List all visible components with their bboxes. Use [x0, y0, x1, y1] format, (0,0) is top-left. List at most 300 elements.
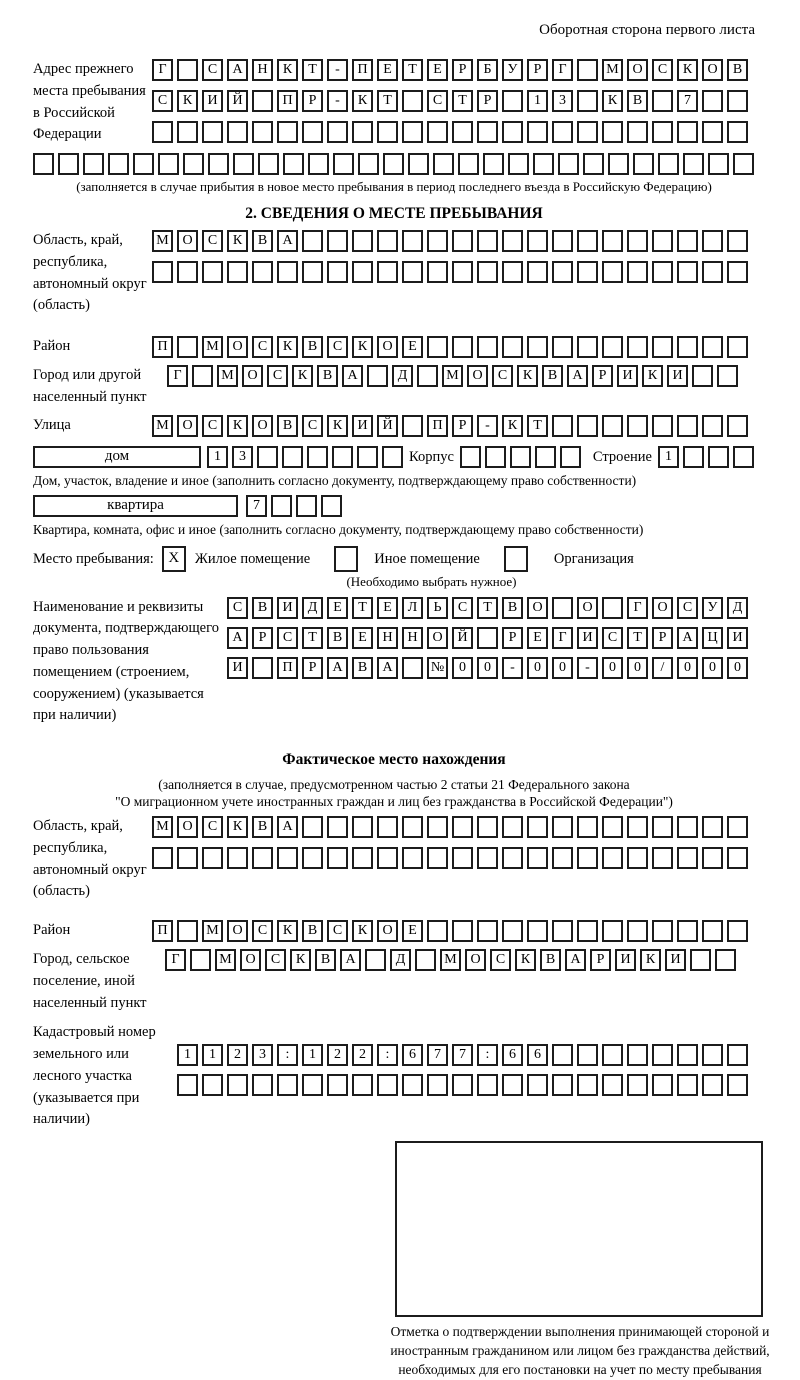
char-cell: И	[227, 657, 248, 679]
char-cell: 0	[452, 657, 473, 679]
char-cell: 0	[727, 657, 748, 679]
char-cell	[577, 1074, 598, 1096]
char-cell	[252, 657, 273, 679]
char-cell	[527, 847, 548, 869]
district-label: Район	[33, 338, 71, 354]
district2-label: Район	[33, 922, 71, 938]
char-cell: Р	[502, 627, 523, 649]
char-cell	[158, 153, 179, 175]
char-cell	[485, 446, 506, 468]
char-cell: Д	[390, 949, 411, 971]
char-cell: Й	[377, 415, 398, 437]
char-cell	[302, 261, 323, 283]
house-box-label: дом	[33, 446, 201, 468]
char-cell: К	[642, 365, 663, 387]
char-cell	[510, 446, 531, 468]
char-cell: В	[277, 415, 298, 437]
char-cell	[627, 1074, 648, 1096]
char-cell	[177, 336, 198, 358]
prev-address-row-1	[152, 59, 752, 81]
actual-location-title: Фактическое место нахождения	[282, 751, 506, 768]
char-cell: Т	[477, 597, 498, 619]
char-cell: К	[502, 415, 523, 437]
char-cell: 7	[246, 495, 267, 517]
char-cell: 0	[602, 657, 623, 679]
char-cell: 0	[677, 657, 698, 679]
char-cell: 1	[302, 1044, 323, 1066]
char-cell: -	[327, 90, 348, 112]
char-cell	[702, 1074, 723, 1096]
char-cell	[535, 446, 556, 468]
char-cell: К	[177, 90, 198, 112]
char-cell	[177, 261, 198, 283]
street-row	[152, 415, 752, 437]
char-cell	[357, 446, 378, 468]
char-cell: Т	[302, 59, 323, 81]
char-cell: К	[227, 415, 248, 437]
char-cell	[477, 816, 498, 838]
char-cell	[502, 90, 523, 112]
char-cell	[367, 365, 388, 387]
char-cell	[602, 336, 623, 358]
char-cell	[552, 1074, 573, 1096]
char-cell: Д	[392, 365, 413, 387]
district-row	[152, 336, 752, 358]
char-cell: Р	[652, 627, 673, 649]
char-cell: Т	[627, 627, 648, 649]
char-cell	[402, 847, 423, 869]
char-cell: А	[377, 657, 398, 679]
char-cell	[552, 121, 573, 143]
char-cell	[277, 121, 298, 143]
char-cell: Т	[352, 597, 373, 619]
city2-label: Город, сельское поселение, иной населенный пункт	[33, 951, 147, 1011]
char-cell	[190, 949, 211, 971]
char-cell: С	[252, 920, 273, 942]
char-cell: У	[502, 59, 523, 81]
document-block	[33, 597, 755, 728]
char-cell	[602, 261, 623, 283]
char-cell	[577, 261, 598, 283]
char-cell	[652, 261, 673, 283]
char-cell	[358, 153, 379, 175]
char-cell	[277, 261, 298, 283]
prev-address-block	[33, 59, 755, 146]
checkbox-inoe	[334, 546, 358, 572]
char-cell: Л	[402, 597, 423, 619]
char-cell	[202, 121, 223, 143]
char-cell: Р	[302, 90, 323, 112]
char-cell	[577, 415, 598, 437]
char-cell	[108, 153, 129, 175]
char-cell	[258, 153, 279, 175]
prev-address-row-2	[152, 90, 752, 112]
char-cell	[702, 920, 723, 942]
char-cell: С	[227, 597, 248, 619]
char-cell: С	[677, 597, 698, 619]
region-row-1	[152, 230, 752, 252]
char-cell: К	[517, 365, 538, 387]
char-cell	[252, 90, 273, 112]
char-cell: А	[340, 949, 361, 971]
char-cell	[727, 1074, 748, 1096]
char-cell	[427, 920, 448, 942]
char-cell	[533, 153, 554, 175]
option-org-label: Организация	[553, 550, 634, 567]
char-cell	[307, 446, 328, 468]
char-cell	[652, 816, 673, 838]
char-cell: Й	[452, 627, 473, 649]
section2-title: 2. СВЕДЕНИЯ О МЕСТЕ ПРЕБЫВАНИЯ	[245, 205, 543, 222]
char-cell	[552, 261, 573, 283]
char-cell	[652, 1044, 673, 1066]
char-cell: О	[177, 230, 198, 252]
char-cell	[652, 336, 673, 358]
city-label: Город или другой населенный пункт	[33, 367, 147, 405]
char-cell	[552, 230, 573, 252]
char-cell: 1	[177, 1044, 198, 1066]
char-cell	[552, 847, 573, 869]
char-cell: Е	[427, 59, 448, 81]
char-cell: Е	[377, 59, 398, 81]
char-cell	[352, 261, 373, 283]
char-cell: И	[352, 415, 373, 437]
char-cell	[677, 230, 698, 252]
char-cell	[727, 847, 748, 869]
char-cell	[177, 920, 198, 942]
char-cell: -	[577, 657, 598, 679]
char-cell: П	[427, 415, 448, 437]
char-cell: В	[627, 90, 648, 112]
char-cell: Р	[452, 59, 473, 81]
char-cell: Д	[727, 597, 748, 619]
char-cell	[452, 847, 473, 869]
cadastre-label: Кадастровый номер земельного или лесного участка (указывается при наличии)	[33, 1024, 156, 1128]
char-cell	[192, 365, 213, 387]
char-cell: :	[377, 1044, 398, 1066]
char-cell: А	[565, 949, 586, 971]
char-cell: В	[252, 816, 273, 838]
char-cell: К	[277, 336, 298, 358]
char-cell	[227, 1074, 248, 1096]
char-cell	[527, 336, 548, 358]
char-cell	[677, 1044, 698, 1066]
district2-row	[152, 920, 752, 942]
char-cell: Т	[452, 90, 473, 112]
char-cell: Р	[477, 90, 498, 112]
char-cell	[733, 446, 754, 468]
char-cell: С	[327, 336, 348, 358]
char-cell: К	[327, 415, 348, 437]
char-cell	[652, 230, 673, 252]
char-cell: 0	[477, 657, 498, 679]
char-cell: Р	[527, 59, 548, 81]
char-cell: Р	[452, 415, 473, 437]
char-cell	[502, 816, 523, 838]
char-cell	[302, 1074, 323, 1096]
stroenie-cells	[658, 446, 758, 468]
char-cell	[382, 446, 403, 468]
char-cell	[202, 261, 223, 283]
char-cell	[177, 121, 198, 143]
char-cell: С	[327, 920, 348, 942]
char-cell	[208, 153, 229, 175]
char-cell	[177, 1074, 198, 1096]
char-cell	[452, 261, 473, 283]
char-cell: 6	[527, 1044, 548, 1066]
char-cell: И	[277, 597, 298, 619]
char-cell: 3	[552, 90, 573, 112]
char-cell	[702, 816, 723, 838]
prev-address-row-3	[152, 121, 752, 143]
char-cell: О	[177, 816, 198, 838]
korpus-cells	[460, 446, 585, 468]
char-cell	[183, 153, 204, 175]
char-cell	[627, 336, 648, 358]
char-cell	[377, 261, 398, 283]
house-block	[33, 446, 755, 468]
char-cell	[527, 230, 548, 252]
char-cell: 0	[702, 657, 723, 679]
char-cell: О	[577, 597, 598, 619]
char-cell	[727, 1044, 748, 1066]
char-cell	[277, 1074, 298, 1096]
house-number-cells	[207, 446, 407, 468]
char-cell	[271, 495, 292, 517]
char-cell: С	[452, 597, 473, 619]
char-cell	[227, 121, 248, 143]
char-cell	[433, 153, 454, 175]
char-cell	[452, 816, 473, 838]
char-cell	[427, 121, 448, 143]
char-cell	[460, 446, 481, 468]
char-cell	[477, 920, 498, 942]
char-cell	[427, 1074, 448, 1096]
char-cell	[627, 261, 648, 283]
char-cell	[552, 1044, 573, 1066]
char-cell: К	[277, 920, 298, 942]
char-cell	[652, 920, 673, 942]
char-cell	[577, 1044, 598, 1066]
char-cell: №	[427, 657, 448, 679]
char-cell: 7	[677, 90, 698, 112]
city-row	[167, 365, 742, 387]
char-cell: К	[602, 90, 623, 112]
char-cell: 1	[658, 446, 679, 468]
region2-row-2	[152, 847, 752, 869]
prev-address-note: (заполняется в случае прибытия в новое место пребывания в период последнего въезда в Российскую Федерацию)	[76, 179, 712, 194]
stroenie-label: Строение	[592, 448, 652, 465]
char-cell	[577, 816, 598, 838]
stay-type-label: Место пребывания:	[33, 550, 154, 567]
char-cell	[402, 657, 423, 679]
char-cell	[352, 230, 373, 252]
char-cell	[177, 59, 198, 81]
char-cell	[692, 365, 713, 387]
char-cell: В	[252, 597, 273, 619]
char-cell	[327, 1074, 348, 1096]
char-cell: М	[202, 336, 223, 358]
char-cell	[727, 261, 748, 283]
char-cell	[252, 261, 273, 283]
char-cell	[333, 153, 354, 175]
actual-location-note-2: "О миграционном учете иностранных граждан и лиц без гражданства в Российской Федерации")	[115, 794, 673, 809]
cadastre-row-2	[177, 1074, 752, 1096]
char-cell	[377, 816, 398, 838]
char-cell	[352, 816, 373, 838]
char-cell	[452, 336, 473, 358]
region-row-2	[152, 261, 752, 283]
cadastre-block	[33, 1022, 755, 1131]
char-cell: М	[202, 920, 223, 942]
char-cell	[502, 336, 523, 358]
char-cell	[727, 415, 748, 437]
char-cell: М	[152, 816, 173, 838]
char-cell	[602, 121, 623, 143]
char-cell	[677, 121, 698, 143]
char-cell: К	[292, 365, 313, 387]
char-cell: А	[567, 365, 588, 387]
char-cell	[502, 847, 523, 869]
char-cell: -	[327, 59, 348, 81]
char-cell: М	[215, 949, 236, 971]
char-cell	[452, 920, 473, 942]
char-cell	[683, 153, 704, 175]
char-cell	[321, 495, 342, 517]
char-cell: 0	[627, 657, 648, 679]
char-cell: :	[277, 1044, 298, 1066]
char-cell: 3	[252, 1044, 273, 1066]
char-cell	[627, 1044, 648, 1066]
char-cell	[427, 336, 448, 358]
char-cell	[558, 153, 579, 175]
char-cell	[677, 261, 698, 283]
char-cell: С	[602, 627, 623, 649]
char-cell: 6	[402, 1044, 423, 1066]
char-cell: 2	[227, 1044, 248, 1066]
char-cell: И	[665, 949, 686, 971]
char-cell	[277, 847, 298, 869]
char-cell	[677, 1074, 698, 1096]
char-cell	[83, 153, 104, 175]
checkbox-org	[504, 546, 528, 572]
char-cell: Р	[252, 627, 273, 649]
city2-block	[33, 949, 755, 1014]
char-cell	[652, 90, 673, 112]
char-cell: 0	[527, 657, 548, 679]
char-cell	[708, 153, 729, 175]
char-cell: Е	[402, 920, 423, 942]
char-cell: П	[152, 336, 173, 358]
char-cell: Т	[377, 90, 398, 112]
district-block	[33, 336, 755, 358]
option-inoe-label: Иное помещение	[374, 550, 480, 567]
char-cell: С	[652, 59, 673, 81]
char-cell: С	[152, 90, 173, 112]
char-cell	[452, 1074, 473, 1096]
char-cell	[577, 920, 598, 942]
char-cell	[483, 153, 504, 175]
char-cell: Г	[152, 59, 173, 81]
char-cell	[365, 949, 386, 971]
char-cell: Т	[527, 415, 548, 437]
char-cell	[652, 1074, 673, 1096]
char-cell	[408, 153, 429, 175]
char-cell: Ь	[427, 597, 448, 619]
char-cell	[177, 847, 198, 869]
char-cell	[577, 90, 598, 112]
char-cell	[602, 1044, 623, 1066]
char-cell: Д	[302, 597, 323, 619]
char-cell: И	[667, 365, 688, 387]
char-cell	[602, 230, 623, 252]
option-zhiloe-label: Жилое помещение	[194, 550, 311, 567]
char-cell: Й	[227, 90, 248, 112]
char-cell: Н	[377, 627, 398, 649]
char-cell	[608, 153, 629, 175]
char-cell: Н	[252, 59, 273, 81]
apartment-number-cells	[246, 495, 346, 517]
document-row-1	[227, 597, 752, 619]
char-cell: С	[267, 365, 288, 387]
char-cell: К	[277, 59, 298, 81]
char-cell	[377, 121, 398, 143]
char-cell: П	[277, 657, 298, 679]
char-cell	[283, 153, 304, 175]
char-cell	[502, 920, 523, 942]
char-cell	[477, 1074, 498, 1096]
char-cell: К	[677, 59, 698, 81]
char-cell	[627, 816, 648, 838]
char-cell: Г	[552, 59, 573, 81]
char-cell: М	[602, 59, 623, 81]
char-cell	[332, 446, 353, 468]
char-cell	[133, 153, 154, 175]
char-cell	[377, 1074, 398, 1096]
char-cell: К	[227, 230, 248, 252]
char-cell: М	[442, 365, 463, 387]
char-cell: М	[217, 365, 238, 387]
char-cell: С	[202, 230, 223, 252]
char-cell	[282, 446, 303, 468]
char-cell: К	[352, 920, 373, 942]
char-cell	[560, 446, 581, 468]
char-cell: С	[492, 365, 513, 387]
char-cell: -	[502, 657, 523, 679]
char-cell	[452, 121, 473, 143]
char-cell: С	[202, 59, 223, 81]
char-cell: А	[227, 59, 248, 81]
page-header-note: Оборотная сторона первого листа	[539, 22, 755, 38]
char-cell: Т	[302, 627, 323, 649]
char-cell	[327, 816, 348, 838]
char-cell: О	[227, 336, 248, 358]
char-cell	[677, 415, 698, 437]
char-cell	[477, 847, 498, 869]
char-cell	[727, 336, 748, 358]
char-cell: Е	[327, 597, 348, 619]
char-cell	[477, 336, 498, 358]
char-cell: В	[317, 365, 338, 387]
char-cell: 3	[232, 446, 253, 468]
char-cell	[327, 121, 348, 143]
char-cell	[202, 1074, 223, 1096]
stamp-box	[395, 1141, 763, 1317]
char-cell	[508, 153, 529, 175]
char-cell: К	[352, 336, 373, 358]
char-cell	[627, 121, 648, 143]
char-cell	[577, 847, 598, 869]
